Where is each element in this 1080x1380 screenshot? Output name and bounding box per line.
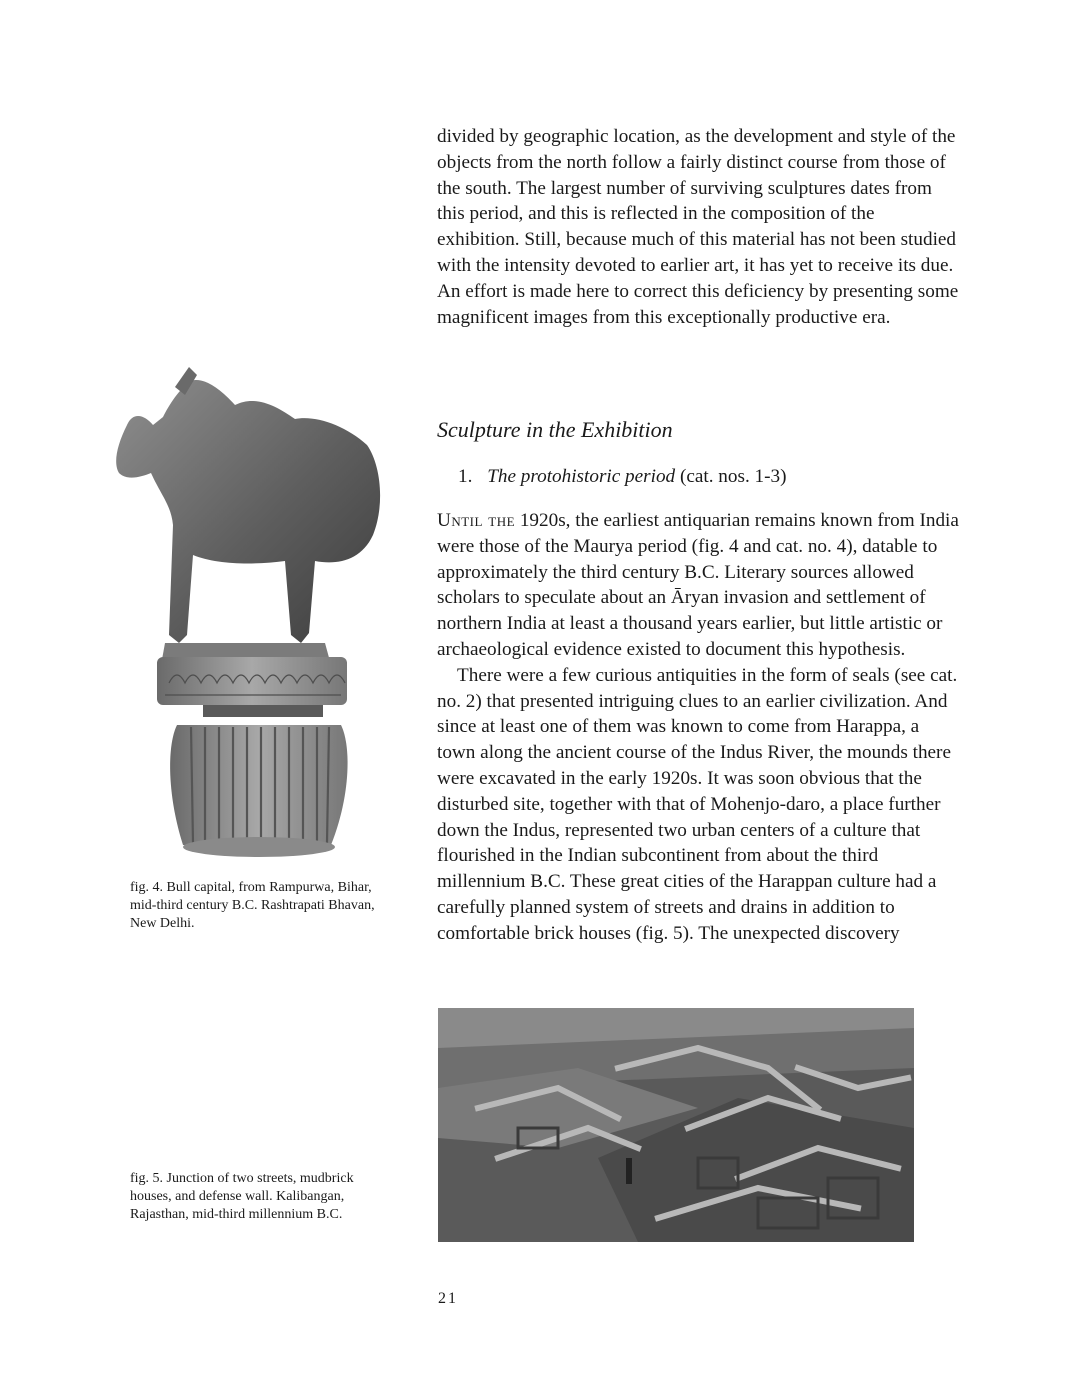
intro-paragraph: divided by geographic location, as the development and style of the objects from the north follow a fairly distinct course from those of the south. The largest number of surviving sculptures dates from this period, and this is reflected in the composition of the exhibition. Still, because much of this material has not been studied with the intensity devoted to earlier art, it has yet to receive its due. An effort is made here to correct this deficiency by presenting some magnificent images from this exceptionally productive era. (437, 126, 959, 328)
body-text (437, 508, 959, 947)
subsection-number: 1. (458, 466, 473, 487)
bull-capital-figure (105, 365, 397, 875)
page-number: 21 (438, 1290, 458, 1307)
body-paragraph-1-text: 1920s, the earliest antiquarian remains known from India were those of the Maurya period (fig. 4 and cat. no. 4), datable to approximately the third century B.C. Literary sources allowed scholars to speculate about an Āryan invasion and settlement of northern India at least a thousand years earlier, but little artistic or archaeological evidence existed to document this hypothesis. (437, 510, 959, 660)
figure-4-caption: fig. 4. Bull capital, from Rampurwa, Bihar, mid-third century B.C. Rashtrapati Bhavan, New Delhi. (130, 880, 375, 931)
figure-5-caption: fig. 5. Junction of two streets, mudbrick houses, and defense wall. Kalibangan, Rajasthan, mid-third millennium B.C. (130, 1171, 354, 1222)
excavation-photo-figure (438, 1008, 914, 1242)
subsection-title: The protohistoric period (487, 466, 676, 487)
lead-in: Until the (437, 510, 516, 531)
body-paragraph-1 (437, 508, 959, 663)
body-paragraph-2: There were a few curious antiquities in the form of seals (see cat. no. 2) that presented intriguing clues to an earlier civilization. And since at least one of them was known to come from Harappa, a town along the ancient course of the Indus River, the mounds there were excavated in the early 1920s. It was soon obvious that the disturbed site, together with that of Mohenjo-daro, a place further down the Indus, represented two urban centers of a culture that flourished in the Indian subcontinent from about the third millennium B.C. These great cities of the Harappan culture had a carefully planned system of streets and drains in addition to comfortable brick houses (fig. 5). The unexpected discovery (437, 664, 958, 944)
subsection-ref: (cat. nos. 1-3) (679, 466, 787, 487)
section-heading: Sculpture in the Exhibition (437, 417, 673, 442)
subsection-heading (458, 466, 787, 488)
